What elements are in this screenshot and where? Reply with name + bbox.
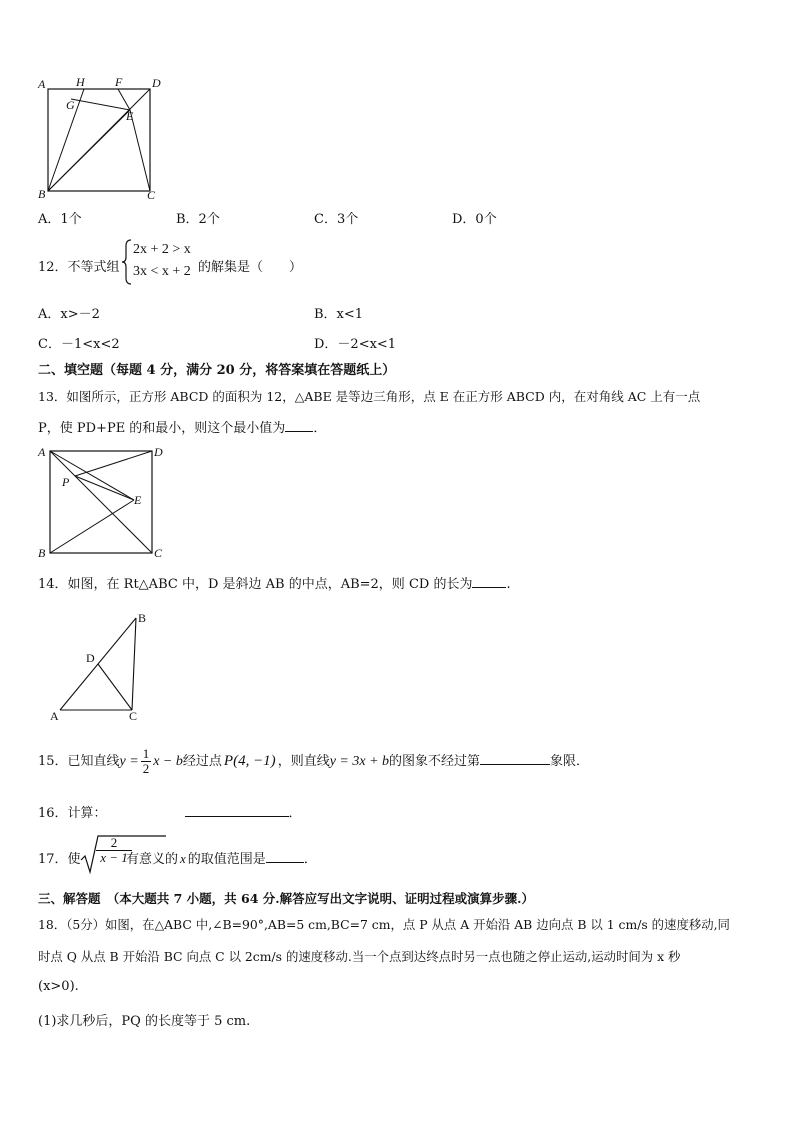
section-3-title: 三、解答题 （本大题共 7 小题，共 64 分.解答应写出文字说明、证明过程或演算步骤.） bbox=[38, 891, 534, 906]
q14-line bbox=[38, 573, 511, 592]
q16-answer-blank[interactable] bbox=[185, 804, 289, 817]
brace-icon bbox=[121, 238, 133, 286]
label-c: C bbox=[147, 188, 156, 202]
q15-mid: 经过点 bbox=[182, 754, 222, 769]
q15-line bbox=[38, 744, 589, 778]
q15-frac-num: 1 bbox=[142, 746, 150, 761]
q16-end: ． bbox=[288, 806, 302, 821]
label-e: E bbox=[126, 109, 134, 123]
label-h: H bbox=[76, 75, 85, 89]
q16-text: 16．计算： bbox=[38, 806, 107, 821]
q12-option-b[interactable]: B．x<1 bbox=[314, 307, 364, 322]
q15-prefix: 15．已知直线 bbox=[38, 754, 120, 769]
label-e: E bbox=[134, 493, 142, 507]
label-c: C bbox=[154, 546, 163, 560]
line-dp bbox=[75, 451, 152, 476]
label-a: A bbox=[38, 77, 46, 91]
q15-xb: x − b bbox=[153, 754, 183, 769]
q15-line2: y = 3x + b bbox=[329, 754, 390, 769]
q17-mid: 有意义的 bbox=[126, 852, 179, 867]
q17-rest bbox=[126, 848, 317, 867]
figure-q11-square bbox=[34, 72, 164, 202]
q18-line1: 18．（5分）如图，在△ABC 中,∠B=90°,AB=5 cm,BC=7 cm，点 P 从点 A 开始沿 AB 边向点 B 以 1 cm/s 的速度移动,同 bbox=[38, 917, 730, 932]
q13-line2-text: P，使 PD+PE 的和最小，则这个最小值为 bbox=[38, 421, 286, 436]
q12-line2: 3x < x + 2 bbox=[133, 264, 191, 279]
q17-mid2: 的取值范围是 bbox=[187, 852, 266, 867]
q11-option-d[interactable]: D．0个 bbox=[452, 212, 497, 227]
figure-q13-square bbox=[34, 443, 168, 561]
q11-option-b[interactable]: B．2个 bbox=[176, 212, 220, 227]
q16-line bbox=[38, 802, 302, 821]
q13-line2 bbox=[38, 417, 326, 436]
q13-answer-blank[interactable] bbox=[285, 419, 313, 432]
line-be bbox=[48, 110, 130, 191]
label-a: A bbox=[38, 445, 46, 459]
q14-answer-blank[interactable] bbox=[472, 575, 506, 588]
label-d: D bbox=[152, 76, 161, 90]
q11-option-c[interactable]: C．3个 bbox=[314, 212, 359, 227]
q13-line1: 13．如图所示，正方形 ABCD 的面积为 12，△ABE 是等边三角形，点 E 在正方形 ABCD 内，在对角线 AC 上有一点 bbox=[38, 389, 701, 404]
q15-frac-den: 2 bbox=[142, 761, 150, 776]
label-a: A bbox=[50, 709, 59, 723]
q12-suffix: 的解集是（ ） bbox=[198, 260, 303, 275]
line-ge bbox=[71, 99, 130, 110]
label-b: B bbox=[138, 611, 147, 625]
q15-y1: y = bbox=[119, 754, 139, 769]
label-f: F bbox=[115, 75, 123, 89]
q11-option-a[interactable]: A．1个 bbox=[38, 212, 82, 227]
q17-var: x bbox=[180, 851, 186, 866]
q18-line3: (x>0). bbox=[38, 979, 79, 994]
figure-q14-triangle bbox=[44, 608, 156, 724]
q15-mid2: ，则直线 bbox=[277, 754, 330, 769]
label-b: B bbox=[38, 187, 46, 201]
q17-den: x − 1 bbox=[100, 850, 128, 865]
label-p: P bbox=[62, 475, 70, 489]
q12-prefix: 12．不等式组 bbox=[38, 260, 120, 275]
q13-end: ． bbox=[313, 421, 327, 436]
q17-num: 2 bbox=[96, 836, 132, 851]
segment-cd bbox=[98, 664, 132, 710]
q15-fraction bbox=[141, 747, 152, 776]
q15-end: 象限． bbox=[550, 754, 590, 769]
line-ef bbox=[118, 89, 130, 110]
q17-prefix: 17．使 bbox=[38, 852, 81, 867]
q15-answer-blank[interactable] bbox=[480, 752, 550, 765]
q14-end: . bbox=[506, 577, 511, 592]
label-g: G bbox=[66, 98, 75, 112]
label-b: B bbox=[38, 546, 46, 560]
q12-option-a[interactable]: A．x>－2 bbox=[38, 307, 100, 322]
side-cb bbox=[132, 618, 136, 710]
line-be bbox=[50, 500, 134, 553]
label-d: D bbox=[154, 445, 163, 459]
q14-text: 14．如图，在 Rt△ABC 中，D 是斜边 AB 的中点，AB=2，则 CD 的长为 bbox=[38, 577, 473, 592]
q18-sub1: (1)求几秒后，PQ 的长度等于 5 cm. bbox=[38, 1014, 251, 1029]
label-c: C bbox=[129, 709, 138, 723]
line-pe bbox=[75, 476, 134, 500]
q17-answer-blank[interactable] bbox=[266, 850, 304, 863]
label-d: D bbox=[86, 651, 95, 665]
q18-line2: 时点 Q 从点 B 开始沿 BC 向点 C 以 2cm/s 的速度移动.当一个点到达终点时另一点也随之停止运动,运动时间为 x 秒 bbox=[38, 949, 681, 964]
q12-option-d[interactable]: D．－2<x<1 bbox=[314, 337, 397, 352]
q12-line1: 2x + 2 > x bbox=[133, 242, 191, 257]
q12-system bbox=[121, 238, 199, 286]
q12-option-c[interactable]: C．－1<x<2 bbox=[38, 337, 120, 352]
section-2-title: 二、填空题（每题 4 分，满分 20 分，将答案填在答题纸上） bbox=[38, 363, 396, 378]
q17-end: ． bbox=[303, 852, 317, 867]
q15-point: P(4, −1) bbox=[223, 753, 276, 769]
q15-mid3: 的图象不经过第 bbox=[389, 754, 481, 769]
